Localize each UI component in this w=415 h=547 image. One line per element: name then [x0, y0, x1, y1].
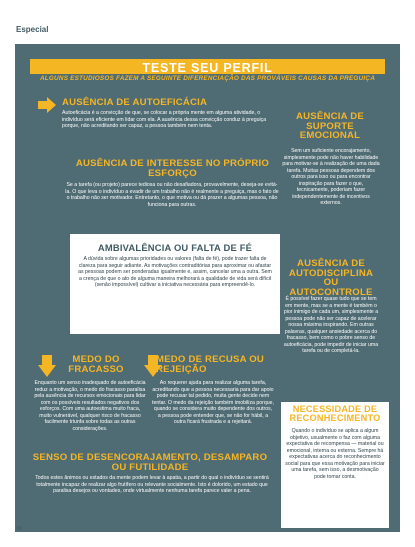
suporte-text: Sem um suficiente encorajamento, simplesmente pode não haver habilidade para motivar-se à realização de uma dada tarefa. Muitas pessoas dependem dos outros para isso ou para encontrar inspiração para fazer o que, tecnicamente, poderiam fazer independentemente de incentivos externos.: [282, 148, 380, 207]
fracasso-heading: MEDO DO FRACASSO: [68, 354, 124, 375]
recusa-heading: MEDO DE RECUSA OU REJEIÇÃO: [156, 354, 265, 375]
title-bar: [30, 59, 385, 74]
section-label: Especial: [16, 25, 49, 34]
autodisciplina-text: É possível fazer quase tudo que se tem em mente, mas se a mente é também o pior inimigo de cada um, simplesmente a pessoa pode não ser capaz de acelerar nossa máxima inspirando. Em outras palavras, qualquer ansiedade acerca do fracasso, bem como o pobre senso de autoeficácia, pode impedir de iniciar uma tarefa ou de completá-la.: [283, 296, 379, 355]
page-subtitle: ALGUNS ESTUDIOSOS FAZEM A SEGUINTE DIFERENCIAÇÃO DAS PROVÁVEIS CAUSAS DA PREGUIÇA: [39, 75, 376, 82]
fracasso-text: Enquanto um senso inadequado de autoeficácia reduz a motivação, o medo do fracasso paralisa pela ausência de recursos emocionais para lidar com os possíveis resultados negativos dos esforços. Com uma autoestima muito fraca, muito vulnerável, qualquer risco de fracasso facilmente triunfa sobre todas as outras considerações.: [34, 380, 146, 432]
ambivalencia-heading: AMBIVALÊNCIA OU FALTA DE FÉ: [97, 242, 253, 253]
suporte-heading: AUSÊNCIA DE SUPORTE EMOCIONAL: [296, 111, 364, 142]
interesse-heading: AUSÊNCIA DE INTERESSE NO PRÓPRIO ESFORÇO: [75, 158, 270, 179]
interesse-text: Se a tarefa (ou projeto) parece tediosa ou não desafiadora, provavelmente, deseja-se evitá-la. O que leva o indivíduo a evadir de um trabalho não é realmente a preguiça, mas o fato de o trabalho não ser motivador. Entretanto, o que motiva ou dá prazer a algumas pessoa, não funciona para outras.: [65, 182, 279, 208]
desencorajamento-text: Todos estes ânimos ou estados da mente podem levar à apatia, a partir do qual o indivíduo se sentirá totalmente incapaz de realizar algo frutífero ou relevante socialmente. Isto é dolorido, um estado que paralisa desejos ou vontades, onde virtualmente nenhuma tarefa parece valer a pena.: [35, 475, 269, 495]
page-number: 28: [16, 526, 22, 532]
desencorajamento-heading: SENSO DE DESENCORAJAMENTO, DESAMPARO OU FUTILIDADE: [32, 452, 268, 473]
arrow-right-icon: [38, 97, 56, 113]
autoeficacia-heading: AUSÊNCIA DE AUTOEFICÁCIA: [62, 97, 208, 108]
page-title: TESTE SEU PERFIL: [142, 61, 273, 75]
reconhecimento-heading: NECESSIDADE DE RECONHECIMENTO: [289, 404, 381, 424]
ambivalencia-text: A dúvida sobre algumas prioridades ou valores (falta de fé), pode trazer falta de clareza para seguir adiante. As motivações contraditórias para aproximar ou afastar as pessoas podem ser ponderadas igualmente e, assim, cancelar uma a outra. Sem a crença de que o ato de alguma maneira melhorará a qualidade de vida será difícil (senão impossível) cultivar a iniciativa necessária para empreendê-lo.: [78, 256, 272, 289]
recusa-text: Ao requerer ajuda para realizar alguma tarefa, acreditando que a pessoa necessaria para dar apoio pode recusar tal pedido, muita gente decide nem tentar. O medo da rejeição também imobiliza porque, quando se considera muito dependente dos outros, a pessoa pode entender que, se não for hábil, a outra ficará frustrada e a rejeitará.: [152, 380, 274, 426]
autoeficacia-text: Autoeficácia é a convicção de que, se colocar a própria mente em alguma atividade, o indivíduo será eficiente em lidar com ela. A ausência dessa convicção conduz à preguiça porque, não acreditando ser capaz, a pessoa também nem tenta.: [62, 110, 267, 130]
arrow-down-icon: [38, 355, 56, 377]
reconhecimento-text: Quando o indivíduo se aplica a algum objetivo, usualmente o faz com alguma expectativa de recompensa — material ou emocional, interna ou externa. Sempre há expectativas acerca do reconhecimento social para que essa motivação para iniciar uma tarefa, sem isso, a desmotivação pode tomar conta.: [285, 428, 385, 480]
autodisciplina-heading: AUSÊNCIA DE AUTODISCIPLINA OU AUTOCONTROLE: [288, 258, 374, 298]
